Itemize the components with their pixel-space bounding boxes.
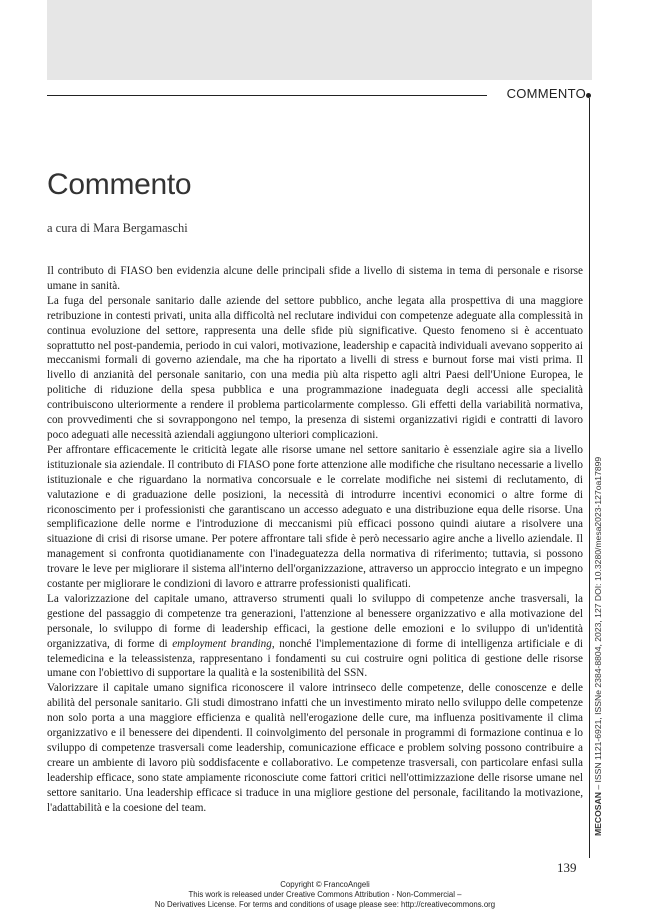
footer-license: This work is released under Creative Commons Attribution - Non-Commercial – <box>188 889 462 899</box>
body-paragraph: La fuga del personale sanitario dalle aziende del settore pubblico, anche legata alla prospettiva di una maggiore retribuzione in contesti privati, unita alla difficoltà nel reclutare individui con competenze adeguate alla complessità in continua evoluzione del settore, rappresenta una delle sfide più significative. Questo fenomeno si è accentuato soprattutto nel post-pandemia, periodo in cui valori, motivazione, leadership e capacità individuali avevano sopperito ai meccanismi formali di governo aziendale, ma che ha riportato a livelli di stress e burnout forse mai visti prima. Il livello di anzianità del personale sanitario, con una media più alta rispetto agli altri Paesi dell'Unione Europea, le politiche di riduzione della spesa pubblica e una programmazione inadeguata degli accessi alle specialità contribuiscono ulteriormente a rendere il problema particolarmente complesso. Gli effetti della variabilità normativa, con provvedimenti che si sovrappongono nel tempo, la presenza di sistemi organizzativi rigidi e contratti di lavoro poco adeguati alle necessità aziendali aggiungono ulteriori complicazioni. <box>47 294 583 441</box>
journal-identifiers: – ISSN 1121-6921, ISSNe 2384-8804, 2023, 127 DOI: 10.3280/mesa2023-127oa17899 <box>593 456 603 793</box>
body-paragraph: Per affrontare efficacemente le criticità legate alle risorse umane nel settore sanitario è essenziale agire sia a livello istituzionale sia aziendale. Il contributo di FIASO pone forte attenzione alle modifiche che risultano necessarie a livello istituzionale e che riguardano la normativa concorsuale e le correlate modifiche nei sistemi di reclutamento, di valutazione e di graduazione delle posizioni, la necessità di introdurre incentivi economici o altre forme di riconoscimento per i professionisti che garantiscano un accesso adeguato e una distribuzione equa delle risorse. Una semplificazione delle norme e l'introduzione di meccanismi più efficaci possono quindi aiutare a risolvere una situazione di crisi di risorse umane. Per potere affrontare tali sfide è però necessario agire anche a livello aziendale. Il management si confronta quotidianamente con l'inadeguatezza della normativa di riferimento; tuttavia, si possono trovare le leve per migliorare il sistema all'interno dell'organizzazione, attraverso un approccio integrato e un impegno costante per migliorare le condizioni di lavoro e attrarre professionisti qualificati. <box>47 443 583 591</box>
article-title: Commento <box>47 168 192 201</box>
body-paragraph: Il contributo di FIASO ben evidenzia alcune delle principali sfide a livello di sistema in tema di personale e risorse umane in sanità. <box>47 265 583 292</box>
paragraph-text: La valorizzazione del capitale umano, attraverso strumenti quali lo sviluppo di competenze anche trasversali, la gestione del passaggio di competenze tra generazioni, l'attenzione al benessere organizzativo e alla motivazione del personale, lo sviluppo di forme di leadership efficaci, la gestione delle emozioni e lo sviluppo di un'identità organizzativa, di forme di <box>47 592 583 650</box>
paragraph-text: , nonché l'implementazione di forme di intelligenza artificiale e di telemedicina e la teleassistenza, rappresentano i fondamenti su cui costruire ogni politica di gestione delle risorse umane con l'obiettivo di supportare la qualità e la sostenibilità del SSN. <box>47 637 584 680</box>
body-paragraph: Valorizzare il capitale umano significa riconoscere il valore intrinseco delle competenze, delle conoscenze e delle abilità del personale sanitario. Gli studi dimostrano infatti che un investimento mirato nello sviluppo delle competenze non solo porta a una maggiore efficienza e qualità nell'erogazione delle cure, ma influenza positivamente il clima organizzativo e il benessere dei dipendenti. Il coinvolgimento del personale in programmi di formazione continua e lo sviluppo di competenze trasversali come leadership, comunicazione efficace e problem solving possono contribuire a creare un ambiente di lavoro più soddisfacente e collaborativo. Le competenze trasversali, con particolare enfasi sulla leadership efficace, sono state ampiamente riconosciute come fattori critici nell'ottimizzazione delle risorse umane nel settore sanitario. Una leadership efficace si traduce in una migliore gestione del personale, facilitando la motivazione, l'adattabilità e la coesione del team. <box>47 682 583 814</box>
journal-name: MECOSAN <box>593 792 603 836</box>
section-rule <box>47 95 487 96</box>
footer-copyright: Copyright © FrancoAngeli <box>280 880 370 889</box>
sidebar-citation <box>591 396 605 836</box>
article-body <box>47 264 583 816</box>
section-label: COMMENTO <box>506 86 586 101</box>
body-paragraph <box>47 592 583 681</box>
page-number: 139 <box>557 860 577 875</box>
margin-rule <box>589 98 590 858</box>
article-byline: a cura di Mara Bergamaschi <box>47 221 188 235</box>
italic-term: employment branding <box>172 637 272 650</box>
header-band <box>47 0 592 80</box>
copyright-footer <box>0 880 650 909</box>
footer-license-terms: No Derivatives License. For terms and conditions of usage please see: http://creativecommons.org <box>154 899 496 909</box>
